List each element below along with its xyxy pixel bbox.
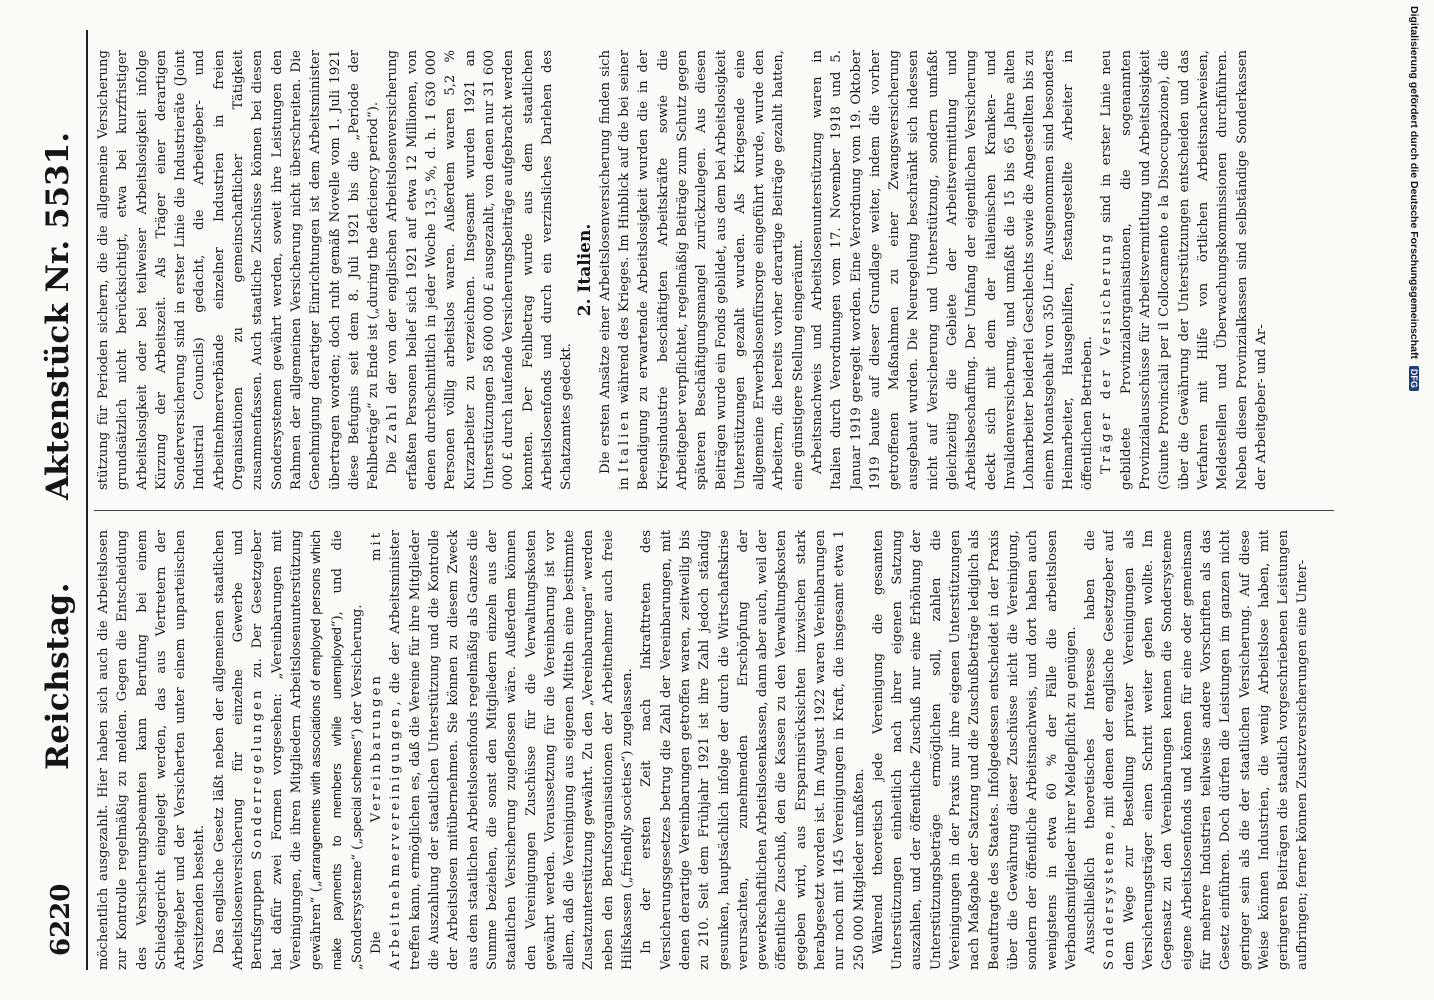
spaced-term: Zahl <box>385 401 401 444</box>
spaced-term: Sonderregelungen <box>250 687 266 860</box>
paragraph <box>596 50 808 490</box>
text-run: “), und die „Sondersysteme“ („ <box>329 530 365 970</box>
text-run: sind in erster Linie neu gebildete Provinzialorganisationen, die sogenannten Provinzialausschüsse für Arbeitsvermittlung und Arbeitslosigkeit (Giunte Provinciali per il Collocamento e la Disoccupazione), die über die Gewährung der Unterstützungen entscheiden und das Verfahren mit Hilfe von örtlichen Arbeitsnachweisen, Meldestellen und Überwachungskommissionen durchführen. Neben diesen Provinzialkassen sind selbständige Sonderkassen der Arbeitgeber- und Ar- <box>1099 50 1269 490</box>
text-run: , die der Arbeitsminister treffen kann, ermöglichen es, daß die Vereine für ihre Mitglieder die Auszahlung der staatlichen Unterstützung und die Kontrolle der Arbeitslosen mitübernehmen. Sie können zu diesem Zweck aus dem staatlichen Arbeitslosenfonds regelmäßig als Ganzes die Summe beziehen, die sonst den Mitgliedern einzeln aus der staatlichen Versicherung zugeflossen wäre. Außerdem können den Vereinigungen Zuschüsse für die Verwaltungskosten gewährt werden. Voraussetzung für die Vereinbarung ist vor allem, daß die Vereinigung aus eigenen Mitteln eine bestimmte Zusatzunterstützung gewährt. Zu den „Vereinbarungen“ werden neben den Berufsorganisationen der Arbeitnehmer auch freie Hilfskassen („friendly societies“) zugelassen. <box>388 530 636 970</box>
english-quote: arrangements with associations of employed persons which make payments to members while unemployed <box>308 530 344 970</box>
header-title: Reichstag. <box>40 581 76 770</box>
paragraph: stützung für Perioden sichern, die die allgemeine Versicherung grundsätzlich nicht berücksichtigt, etwa bei kurzfristiger Arbeitslosigkeit oder bei teilweiser Arbeitslosigkeit infolge Kürzung der Arbeitszeit. Als Träger einer derartigen Sonderversicherung sind in erster Linie die Industrieräte (Joint Industrial Councils) gedacht, die Arbeitgeber- und Arbeitnehmerverbände einzelner Industrien in freien Organisationen zu gemeinschaftlicher Tätigkeit zusammenfassen. Auch staatliche Zuschüsse können bei diesen Sondersystemen gewährt werden, soweit ihre Leistungen den Rahmen der allgemeinen Versicherung nicht überschreiten. Die Genehmigung derartiger Einrichtungen ist dem Arbeitsminister übertragen worden; doch ruht gemäß Novelle vom 1. Juli 1921 diese Befugnis seit dem 8. Juli 1921 bis die „Periode der Fehlbeträge“ zu Ende ist („during the deficiency period“). <box>96 50 382 490</box>
dfg-logo: DFG <box>1409 366 1419 391</box>
header-rule <box>86 30 88 970</box>
text-run: Die <box>369 931 385 954</box>
text-column-left <box>94 530 1334 970</box>
text-column-right <box>94 50 1334 490</box>
text-run: Das englische Gesetz läßt neben der allgemeinen staatlichen Arbeitslosenversicherung für einzelne Gewerbe und Berufsgruppen <box>211 530 266 970</box>
paragraph: Arbeitsnachweis und Arbeitslosenunterstützung waren in Italien durch Verordnungen vom 17. November 1918 und 5. Januar 1919 geregelt worden. Eine Verordnung vom 19. Oktober 1919 baute auf dieser Grundlage weiter, indem die vorher getroffenen Maßnahmen zu einer Zwangsversicherung ausgebaut wurden. Die Neuregelung beschränkt sich indessen nicht auf Versicherung und Unterstützung, sondern umfaßt gleichzeitig die Gebiete der Arbeitsvermittlung und Arbeitsbeschaffung. Der Umfang der eigentlichen Versicherung deckt sich mit dem der italienischen Kranken- und Invalidenversicherung, und umfaßt die 15 bis 65 Jahre alten Lohnarbeiter beiderlei Geschlechts sowie die Angestellten bis zu einem Monatsgehalt von 350 Lire. Ausgenommen sind besonders Heimarbeiter, Hausgehilfen, festangestellte Arbeiter in öffentlichen Betrieben. <box>809 50 1096 490</box>
text-run: Ausschließlich theoretisches Interesse haben die <box>1083 530 1099 954</box>
text-run: , mit denen der englische Gesetzgeber auf dem Wege zur Bestellung privater Vereinigungen als Versicherungsträger einen Schritt weiter gehen wollte. Im Gegensatz zu den Vereinbarungen kennen die Sondersysteme eigene Arbeitslosenfonds und können für eine oder gemeinsam für mehrere Industrien teilweise andere Vorschriften als das Gesetz einführen. Doch dürfen die Leistungen im ganzen nicht geringer sein als die der staatlichen Versicherung. Auf diese Weise können Industrien, die wenig Arbeitslose haben, mit geringeren Beiträgen die staatlich vorgeschriebenen Leistungen aufbringen; ferner können Zusatzversicherungen eine Unter- <box>1102 530 1311 970</box>
credit-text: Digitalisierung gefördert durch die Deutsche Forschungsgemeinschaft <box>1408 6 1420 359</box>
page-number: 6220 <box>46 883 76 956</box>
text-run: zu. Der Gesetzgeber hat dafür zwei Formen vorgesehen: „Vereinbarungen mit Vereinigungen, die ihren Mitgliedern Arbeitslosenunterstützung gewähren“ („ <box>250 530 325 970</box>
text-run: “) der Versicherung. <box>349 604 365 741</box>
rotated-document-page <box>40 30 1340 970</box>
digitization-credit <box>1406 6 1420 994</box>
paragraph <box>367 530 637 970</box>
spaced-term: Vereinbarungen mit Arbeitnehmervereinigungen <box>369 530 404 970</box>
page-header <box>40 30 86 970</box>
text-run: Die ersten Ansätze einer Arbeitslosenversicherung finden sich in <box>597 50 633 490</box>
paragraph <box>383 50 576 490</box>
column-separator <box>94 510 1334 511</box>
text-run: Die <box>385 451 401 474</box>
paragraph <box>210 530 367 970</box>
spaced-term: Sondersysteme <box>1102 828 1118 970</box>
text-run: der von der englischen Arbeitslosenversicherung erfaßten Personen belief sich 1921 auf etwa 12 Millionen, von denen durchschnittlich in jeder Woche 13,5 %, d. h. 1 630 000 Personen völlig arbeitslos waren. Außerdem waren 5,2 % Kurzarbeiter zu verzeichnen. Insgesamt wurden 1921 an Unterstützungen 58 600 000 £ ausgezahlt, von denen nur 31 600 000 £ durch laufende Versicherungsbeiträge aufgebracht werden konnten. Der Fehlbetrag wurde aus dem staatlichen Arbeitslosenfonds und durch ein verzinsliches Darlehen des Schatzamtes gedeckt. <box>385 50 575 490</box>
spaced-term: Träger der Versicherung <box>1099 231 1115 474</box>
english-quote: special schemes <box>348 740 364 838</box>
paragraph: In der ersten Zeit nach Inkrafttreten des Versicherungsgesetzes betrug die Zahl der Vereinbarungen, mit denen derartige Vereinbarungen getroffen waren, zeitweilig bis zu 210. Seit dem Frühjahr 1921 ist ihre Zahl jedoch ständig gesunken, hauptsächlich infolge der durch die Wirtschaftskrise verursachten, zunehmenden Erschöpfung der gewerkschaftlichen Arbeitslosenkassen, dann aber auch, weil der öffentliche Zuschuß, den die Kassen zu den Verwaltungskosten gegeben wird, aus Ersparnisrücksichten inzwischen stark herabgesetzt worden ist. Im August 1922 waren Vereinbarungen nur noch mit 145 Vereinigungen in Kraft, die insgesamt etwa 1 250 000 Mitglieder umfaßten. <box>639 530 867 970</box>
header-document-number: Aktenstück Nr. 5531. <box>40 131 76 500</box>
spaced-term: Italien <box>617 408 633 473</box>
paragraph <box>1081 530 1313 970</box>
paragraph <box>1097 50 1271 490</box>
section-heading: 2. Italien. <box>575 223 596 317</box>
text-run: während des Krieges. Im Hinblick auf die bei seiner Beendigung zu erwartende Arbeitslosigkeit wurden die in der Kriegsindustrie beschäftigten Arbeitskräfte sowie die Arbeitgeber verpflichtet, regelmäßig Beiträge zum Schutz gegen späteren Beschäftigungsmangel zurückzulegen. Aus diesen Beiträgen wurde ein Fonds gebildet, aus dem bei Arbeitslosigkeit Unterstützungen gezahlt wurden. Als Kriegsende eine allgemeine Erwerbslosenfürsorge eingeführt wurde, wurde den Arbeitern, die bereits vorher derartige Beiträge gezahlt hatten, eine günstigere Stellung eingeräumt. <box>617 50 806 490</box>
paragraph: möchentlich ausgezahlt. Hier haben sich auch die Arbeitslosen zur Kontrolle regelmäßig zu melden. Gegen die Entscheidung des Versicherungsbeamten kann Berufung bei einem Schiedsgericht eingelegt werden, das aus Vertretern der Arbeitgeber und der Versicherten unter einem unparteiischen Vorsitzenden besteht. <box>96 530 208 970</box>
paragraph: Während theoretisch jede Vereinigung die gesamten Unterstützungen einheitlich nach ihrer eigenen Satzung auszahlen, und der öffentliche Zuschuß nur eine Erhöhung der Unterstützungsbeträge ermöglichen soll, zahlen die Vereinigungen in der Praxis nur ihre eigenen Unterstützungen nach Maßgabe der Satzung und die Zuschußbeträge lediglich als Beauftragte des Staates. Infolgedessen entscheidet in der Praxis über die Gewährung dieser Zuschüsse nicht die Vereinigung, sondern der öffentliche Arbeitsnachweis, und dort haben auch wenigstens in etwa 60 % der Fälle die arbeitslosen Verbandsmitglieder ihrer Meldepflicht zu genügen. <box>870 530 1079 970</box>
